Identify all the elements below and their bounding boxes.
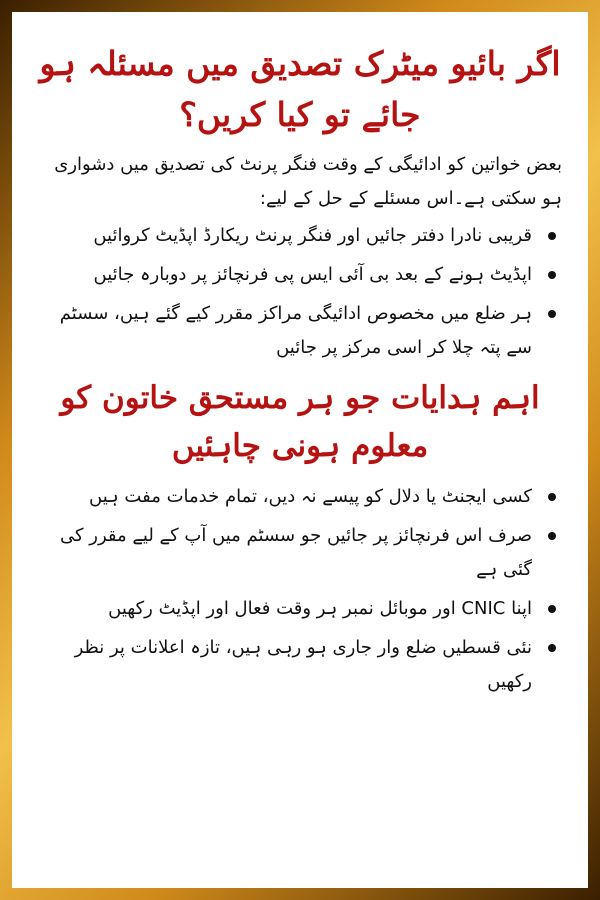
section2-title: اہم ہدایات جو ہر مستحق خاتون کو معلوم ہونی چاہئیں [60,380,540,465]
section1-list [38,219,562,364]
list-item [38,258,562,291]
section2-list [38,480,562,698]
bullet-dot-icon [548,232,556,240]
list-item [38,297,562,364]
list-item-text: ہر ضلع میں مخصوص ادائیگی مراکز مقرر کیے گئے ہیں، سسٹم سے پتہ چلا کر اسی مرکز پر جائیں [59,303,532,358]
bullet-dot-icon [548,493,556,501]
bullet-dot-icon [548,532,556,540]
info-card [12,12,588,888]
list-item [38,480,562,513]
list-item-text: اپنا CNIC اور موبائل نمبر ہر وقت فعال اور اپڈیٹ رکھیں [108,598,532,620]
bullet-dot-icon [548,271,556,279]
list-item-text: قریبی نادرا دفتر جائیں اور فنگر پرنٹ ریکارڈ اپڈیٹ کروائیں [93,224,532,246]
list-item-text: اپڈیٹ ہونے کے بعد بی آئی ایس پی فرنچائز پر دوبارہ جائیں [93,264,532,286]
list-item-text: کسی ایجنٹ یا دلال کو پیسے نہ دیں، تمام خدمات مفت ہیں [89,486,532,508]
list-item-text: نئی قسطیں ضلع وار جاری ہو رہی ہیں، تازہ اعلانات پر نظر رکھیں [74,637,532,692]
bullet-dot-icon [548,605,556,613]
list-item-text: صرف اس فرنچائز پر جائیں جو سسٹم میں آپ کے لیے مقرر کی گئی ہے [59,525,532,580]
section1-intro: بعض خواتین کو ادائیگی کے وقت فنگر پرنٹ کی تصدیق میں دشواری ہو سکتی ہے۔اس مسئلے کے حل کے لیے: [54,154,562,209]
list-item [38,631,562,698]
list-item [38,519,562,586]
list-item [38,219,562,252]
bullet-dot-icon [548,644,556,652]
list-item [38,592,562,625]
bullet-dot-icon [548,310,556,318]
section1-title: اگر بائیو میٹرک تصدیق میں مسئلہ ہو جائے تو کیا کریں؟ [39,44,561,135]
